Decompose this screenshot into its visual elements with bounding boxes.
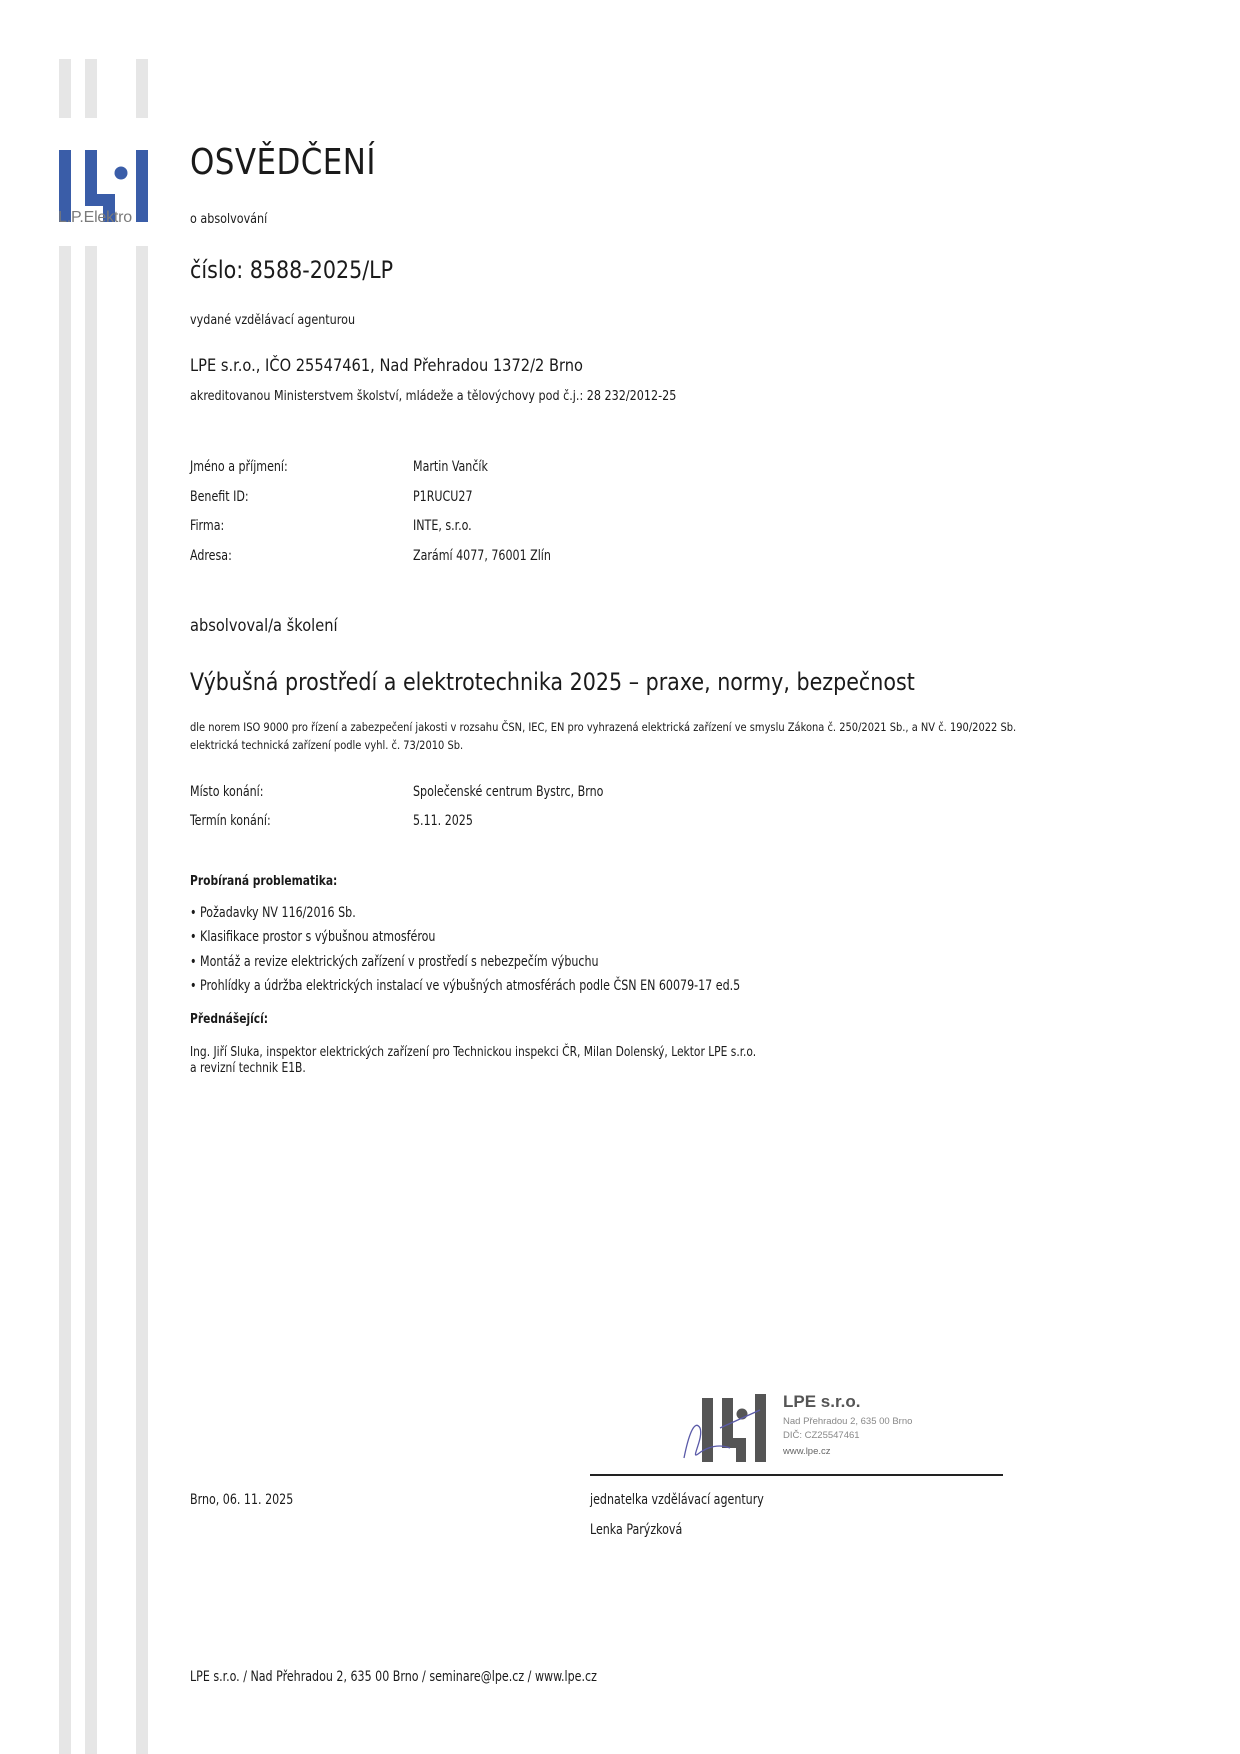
topics-heading: Probíraná problematika: <box>190 873 338 889</box>
decorative-stripe <box>59 59 71 118</box>
certificate-number: číslo: 8588-2025/LP <box>190 256 394 284</box>
topic-item: • Montáž a revize elektrických zařízení v prostředí s nebezpečím výbuchu <box>190 954 599 970</box>
issued-by-label: vydané vzdělávací agenturou <box>190 313 356 328</box>
company-label: Firma: <box>190 518 225 534</box>
address-label: Adresa: <box>190 548 232 564</box>
decorative-stripe <box>59 246 71 1754</box>
company-value: INTE, s.r.o. <box>413 518 472 534</box>
date-label: Termín konání: <box>190 813 271 829</box>
course-name: Výbušná prostředí a elektrotechnika 2025 – praxe, normy, bezpečnost <box>190 668 915 696</box>
company-stamp <box>680 1388 940 1468</box>
venue-value: Společenské centrum Bystrc, Brno <box>413 784 604 800</box>
decorative-stripe <box>85 59 97 118</box>
topic-item: • Požadavky NV 116/2016 Sb. <box>190 905 356 921</box>
place-date: Brno, 06. 11. 2025 <box>190 1492 294 1508</box>
stamp-web: www.lpe.cz <box>783 1446 831 1457</box>
topic-item: • Klasifikace prostor s výbušnou atmosférou <box>190 929 436 945</box>
decorative-stripe <box>136 246 148 1754</box>
signature-line <box>590 1474 1003 1476</box>
document-title: OSVĚDČENÍ <box>190 142 376 183</box>
name-label: Jméno a příjmení: <box>190 459 288 475</box>
decorative-stripe <box>85 246 97 1754</box>
logo-text: L.P.Elektro <box>58 209 132 226</box>
venue-label: Místo konání: <box>190 784 264 800</box>
stamp-logo-icon <box>680 1388 770 1468</box>
signatory-name: Lenka Parýzková <box>590 1522 683 1538</box>
completed-label: absolvoval/a školení <box>190 616 338 636</box>
name-value: Martin Vančík <box>413 459 488 475</box>
decorative-stripe <box>136 59 148 118</box>
stamp-dic: DIČ: CZ25547461 <box>783 1430 860 1441</box>
address-value: Zarámí 4077, 76001 Zlín <box>413 548 551 564</box>
benefit-id-value: P1RUCU27 <box>413 489 473 505</box>
norms-line-2: elektrická technická zařízení podle vyhl. č. 73/2010 Sb. <box>190 738 464 752</box>
benefit-id-label: Benefit ID: <box>190 489 249 505</box>
norms-line-1: dle norem ISO 9000 pro řízení a zabezpečení jakosti v rozsahu ČSN, IEC, EN pro vyhrazená elektrická zařízení ve smyslu Zákona č. 250/2021 Sb., a NV č. 190/2022 Sb. <box>190 720 1017 734</box>
accreditation: akreditovanou Ministerstvem školství, mládeže a tělovýchovy pod č.j.: 28 232/2012-25 <box>190 389 677 404</box>
date-value: 5.11. 2025 <box>413 813 473 829</box>
footer-contact: LPE s.r.o. / Nad Přehradou 2, 635 00 Brno / seminare@lpe.cz / www.lpe.cz <box>190 1669 597 1685</box>
lecturers-line-2: a revizní technik E1B. <box>190 1060 306 1076</box>
topic-item: • Prohlídky a údržba elektrických instalací ve výbušných atmosférách podle ČSN EN 60079-17 ed.5 <box>190 978 741 994</box>
subtitle: o absolvování <box>190 212 268 227</box>
lecturers-heading: Přednášející: <box>190 1011 269 1027</box>
lecturers-line-1: Ing. Jiří Sluka, inspektor elektrických zařízení pro Technickou inspekci ČR, Milan Dolenský, Lektor LPE s.r.o. <box>190 1044 757 1060</box>
signatory-role: jednatelka vzdělávací agentury <box>590 1492 764 1508</box>
agency-info: LPE s.r.o., IČO 25547461, Nad Přehradou 1372/2 Brno <box>190 356 583 376</box>
stamp-company: LPE s.r.o. <box>783 1392 861 1411</box>
stamp-address: Nad Přehradou 2, 635 00 Brno <box>783 1416 913 1427</box>
